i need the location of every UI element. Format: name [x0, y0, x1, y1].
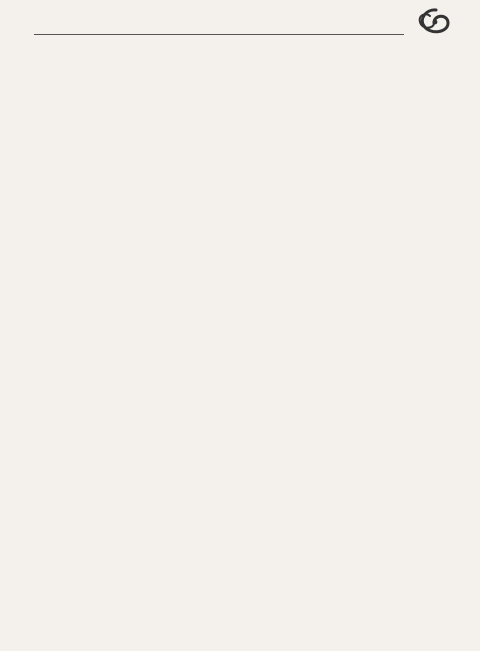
header-rule — [34, 34, 404, 35]
swirl-ornament-icon — [414, 6, 454, 40]
right-column — [252, 58, 444, 618]
page-header — [0, 0, 480, 48]
left-column — [38, 58, 230, 618]
